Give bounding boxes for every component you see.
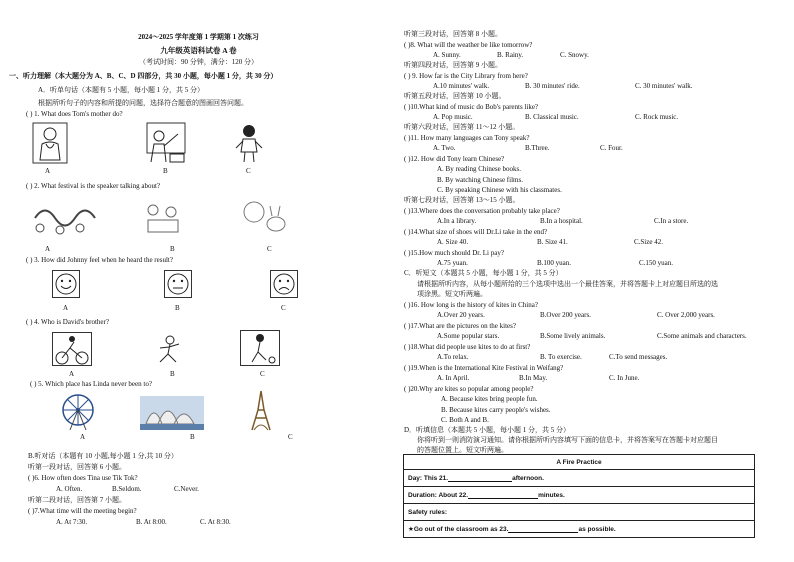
- exam-term-title: 2024～2025 学年度第 1 学期第 1 次练习: [138, 33, 259, 41]
- question-14: ( )14.What size of shoes will Dr.Li take in the end?: [404, 228, 548, 236]
- q6-option-c: C.Never.: [174, 485, 199, 493]
- exam-paper-title: 九年级英语科试卷 A 卷: [160, 46, 237, 55]
- q20-option-c: C. Both A and B.: [441, 416, 489, 424]
- question-12: ( )12. How did Tony learn Chinese?: [404, 155, 505, 163]
- dialogue-4-note: 听第四段对话，回答第 9 小题。: [404, 61, 502, 69]
- ferris-wheel-image: [56, 392, 100, 432]
- card-day-after: afternoon.: [512, 475, 544, 482]
- answer-blank-21[interactable]: [448, 474, 512, 482]
- card-title: A Fire Practice: [404, 455, 755, 470]
- card-go-label: ★Go out of the classroom as 23.: [408, 526, 509, 533]
- answer-blank-22[interactable]: [468, 491, 538, 499]
- q15-option-c: C.150 yuan.: [639, 259, 674, 267]
- q20-option-b: B. Because kites carry people's wishes.: [441, 406, 551, 414]
- q11-option-c: C. Four.: [600, 144, 623, 152]
- dialogue-2-note: 听第二段对话，回答第 7 小题。: [28, 496, 126, 504]
- q3-option-c: C: [281, 304, 286, 312]
- q16-option-c: C. Over 2,000 years.: [657, 311, 715, 319]
- question-13: ( )13.Where does the conversation probably take place?: [404, 207, 560, 215]
- doctor-image: [32, 122, 68, 164]
- card-duration-after: minutes.: [538, 492, 565, 499]
- dumpling-family-image: [138, 198, 188, 238]
- nurse-image: [234, 122, 264, 164]
- q3-option-b: B: [175, 304, 180, 312]
- q1-option-b: B: [163, 167, 168, 175]
- q15-option-a: A.75 yuan.: [437, 259, 468, 267]
- partC-instruction-1: 请根据所听内容，从每小题所给的三个选项中选出一个最佳答案，并将答题卡上对应题目所选的选: [417, 280, 718, 288]
- q11-option-b: B.Three.: [525, 144, 550, 152]
- card-duration-label: Duration: About 22.: [408, 492, 469, 499]
- card-rules-label: Safety rules:: [408, 508, 448, 516]
- sydney-opera-house-image: [140, 396, 204, 430]
- question-18: ( )18.What did people use kites to do at first?: [404, 343, 531, 351]
- teacher-image: [146, 122, 186, 164]
- sad-face-image: [270, 270, 298, 298]
- q20-option-a: A. Because kites bring people fun.: [441, 395, 538, 403]
- q13-option-c: C.In a store.: [654, 217, 689, 225]
- question-11: ( )11. How many languages can Tony speak?: [404, 134, 530, 142]
- q14-option-b: B. Size 41.: [537, 238, 568, 246]
- q16-option-a: A.Over 20 years.: [437, 311, 485, 319]
- q19-option-c: C. In June.: [609, 374, 640, 382]
- question-19: ( )19.When is the International Kite Festival in Weifang?: [404, 364, 564, 372]
- partC-title: C．听短文（本题共 5 小题，每小题 1 分，共 5 分）: [404, 269, 563, 277]
- q17-option-b: B.Some lively animals.: [540, 332, 606, 340]
- q2-option-c: C: [267, 245, 272, 253]
- q8-option-b: B. Rainy.: [497, 51, 524, 59]
- fire-practice-card: [403, 454, 755, 538]
- q1-option-a: A: [45, 167, 51, 175]
- smiling-face-image: [52, 270, 80, 298]
- exam-time-info: （考试时间：90 分钟，满分：120 分）: [139, 58, 258, 66]
- q1-option-c: C: [246, 167, 251, 175]
- q4-option-a: A: [69, 370, 75, 378]
- q7-option-b: B. At 8:00.: [136, 518, 167, 526]
- q5-option-c: C: [288, 433, 293, 441]
- card-day-row: [404, 470, 755, 487]
- question-9: ( ) 9. How far is the City Library from here?: [404, 72, 528, 80]
- q11-option-a: A. Two.: [433, 144, 456, 152]
- partB-title: B.听对话（本题有 10 小题,每小题 1 分,共 10 分）: [28, 452, 178, 460]
- partA-title: A．听单句话（本题有 5 小题，每小题 1 分，共 5 分）: [38, 86, 205, 94]
- question-3: ( ) 3. How did Johnny feel when he heard the result?: [26, 256, 173, 264]
- q12-option-a: A. By reading Chinese books.: [437, 165, 521, 173]
- dragon-dance-image: [30, 198, 100, 238]
- q18-option-c: C.To send messages.: [609, 353, 668, 361]
- dialogue-6-note: 听第六段对话，回答第 11～12 小题。: [404, 123, 520, 131]
- answer-blank-23[interactable]: [508, 525, 578, 533]
- question-5: ( ) 5. Which place has Linda never been to?: [30, 380, 152, 388]
- q19-option-a: A. In April.: [437, 374, 470, 382]
- q5-option-b: B: [190, 433, 195, 441]
- q9-option-c: C. 30 minutes' walk.: [635, 82, 693, 90]
- cyclist-image: [52, 332, 92, 366]
- q4-option-b: B: [170, 370, 175, 378]
- q13-option-b: B.In a hospital.: [540, 217, 583, 225]
- moon-rabbit-image: [238, 198, 294, 238]
- question-1: ( ) 1. What does Tom's mother do?: [26, 110, 123, 118]
- runner-image: [152, 334, 188, 366]
- q15-option-b: B.100 yuan.: [537, 259, 572, 267]
- q10-option-c: C. Rock music.: [635, 113, 679, 121]
- partD-instruction-1: 你将听到一则消防演习通知。请你根据所听内容填写下面的信息卡，并将答案写在答题卡对应题目: [417, 436, 718, 444]
- q10-option-a: A. Pop music.: [433, 113, 473, 121]
- q3-option-a: A: [63, 304, 69, 312]
- card-day-label: Day: This 21.: [408, 475, 449, 482]
- q12-option-c: C. By speaking Chinese with his classmates.: [437, 186, 562, 194]
- question-17: ( )17.What are the pictures on the kites?: [404, 322, 516, 330]
- eiffel-tower-image: [246, 390, 276, 432]
- q2-option-a: A: [45, 245, 51, 253]
- partD-instruction-2: 的答题位置上。短文听两遍。: [417, 446, 508, 454]
- dialogue-1-note: 听第一段对话，回答第 6 小题。: [28, 463, 126, 471]
- q7-option-c: C. At 8:30.: [200, 518, 231, 526]
- question-20: ( )20.Why are kites so popular among people?: [404, 385, 534, 393]
- q14-option-a: A. Size 40.: [437, 238, 469, 246]
- partC-instruction-2: 项涂黑。短文听两遍。: [417, 290, 487, 298]
- dialogue-3-note: 听第三段对话，回答第 8 小题。: [404, 30, 502, 38]
- q18-option-a: A.To relax.: [437, 353, 469, 361]
- q16-option-b: B.Over 200 years.: [540, 311, 591, 319]
- q14-option-c: C.Size 42.: [634, 238, 663, 246]
- q5-option-a: A: [80, 433, 86, 441]
- q13-option-a: A.In a library.: [437, 217, 477, 225]
- question-16: ( )16. How long is the history of kites in China?: [404, 301, 538, 309]
- question-8: ( )8. What will the weather be like tomorrow?: [404, 41, 533, 49]
- q2-option-b: B: [170, 245, 175, 253]
- q6-option-a: A. Often.: [56, 485, 83, 493]
- question-4: ( ) 4. Who is David's brother?: [26, 318, 109, 326]
- section1-title: 一、听力理解（本大题分为 A、B、C、D 四部分，共 30 小题，每小题 1 分，共 30 分）: [9, 72, 278, 80]
- question-15: ( )15.How much should Dr. Li pay?: [404, 249, 504, 257]
- card-duration-row: [404, 487, 755, 504]
- q7-option-a: A. At 7:30.: [56, 518, 88, 526]
- q19-option-b: B.In May.: [519, 374, 548, 382]
- q9-option-b: B. 30 minutes' ride.: [525, 82, 580, 90]
- card-rules-row: [404, 504, 755, 521]
- q9-option-a: A.10 minutes' walk.: [433, 82, 490, 90]
- question-10: ( )10.What kind of music do Bob's parents like?: [404, 103, 539, 111]
- q8-option-c: C. Snowy.: [560, 51, 589, 59]
- q17-option-c: C.Some animals and characters.: [657, 332, 747, 340]
- q10-option-b: B. Classical music.: [525, 113, 579, 121]
- q6-option-b: B.Seldom.: [112, 485, 142, 493]
- question-7: ( )7.What time will the meeting begin?: [28, 507, 137, 515]
- dialogue-5-note: 听第五段对话，回答第 10 小题。: [404, 92, 506, 100]
- q17-option-a: A.Some popular stars.: [437, 332, 500, 340]
- partA-instruction: 根据所听句子的内容和所提的问题，选择符合题意的图画回答问题。: [38, 99, 248, 107]
- worried-face-image: [164, 270, 192, 298]
- partD-title: D．听填信息（本题共 5 小题，每小题 1 分，共 5 分）: [404, 426, 571, 434]
- q4-option-c: C: [260, 370, 265, 378]
- football-player-image: [240, 330, 280, 366]
- question-2: ( ) 2. What festival is the speaker talking about?: [26, 182, 160, 190]
- question-6: ( )6. How often does Tina use Tik Tok?: [28, 474, 138, 482]
- card-go-row: [404, 521, 755, 538]
- dialogue-7-note: 听第七段对话，回答第 13～15 小题。: [404, 196, 520, 204]
- q12-option-b: B. By watching Chinese films.: [437, 176, 523, 184]
- q8-option-a: A. Sunny.: [433, 51, 461, 59]
- q18-option-b: B. To exercise.: [540, 353, 582, 361]
- card-go-after: as possible.: [578, 526, 616, 533]
